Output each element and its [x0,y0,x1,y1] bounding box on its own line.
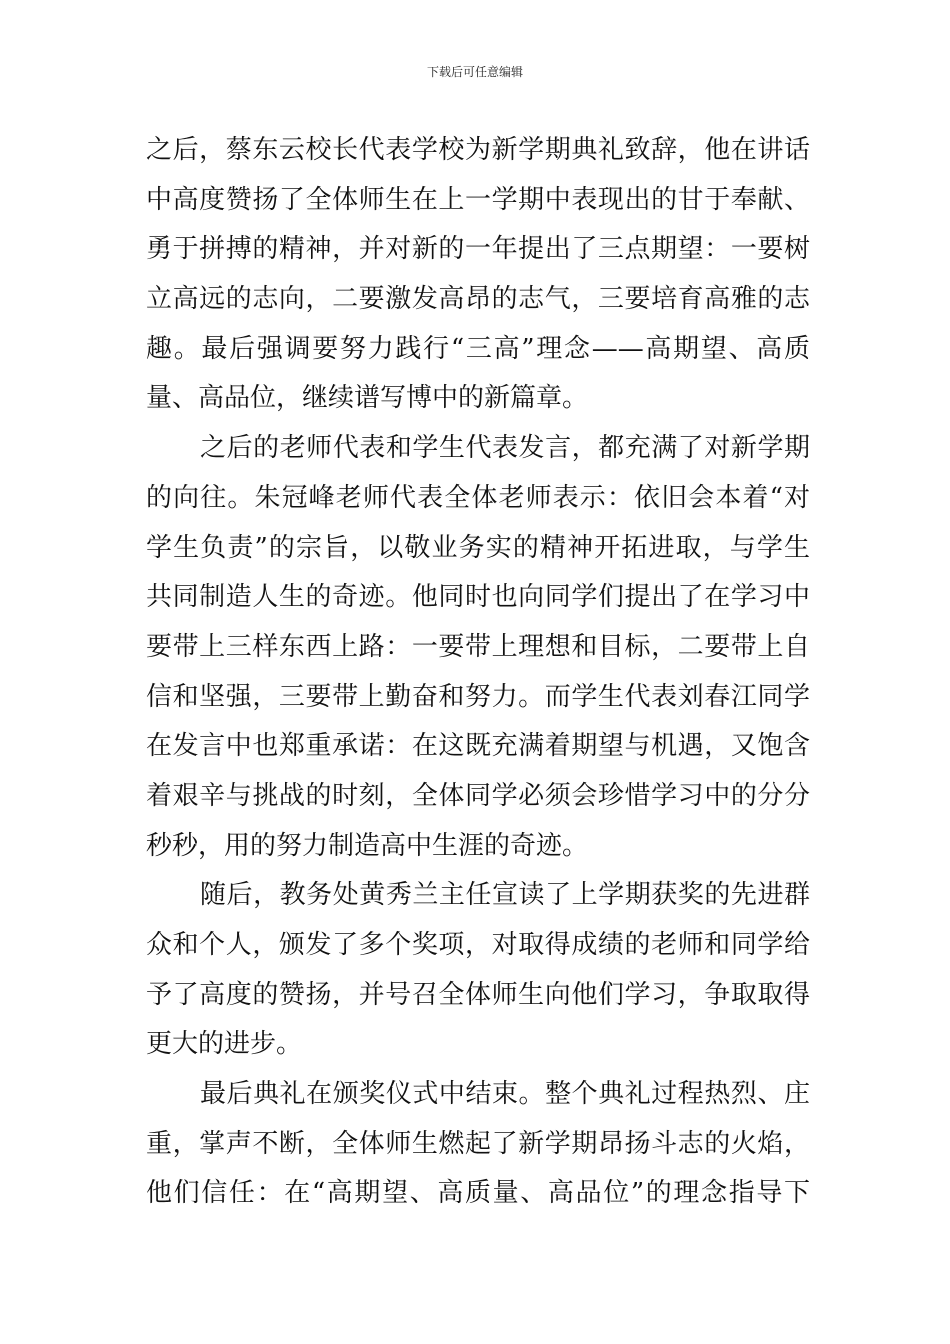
text-line: 他们信任：在“高期望、高质量、高品位”的理念指导下 [146,1178,810,1209]
text-line-paragraph-start: 随后，教务处黄秀兰主任宣读了上学期获奖的先进群 [200,880,810,911]
text-line-paragraph-start: 之后的老师代表和学生代表发言，都充满了对新学期 [200,433,810,464]
text-line: 信和坚强，三要带上勤奋和努力。而学生代表刘春江同学 [146,681,810,712]
text-line: 中高度赞扬了全体师生在上一学期中表现出的甘于奉献、 [146,184,810,215]
page-header-note: 下载后可任意编辑 [426,65,523,79]
text-line: 予了高度的赞扬，并号召全体师生向他们学习，争取取得 [146,979,810,1010]
text-line: 之后，蔡东云校长代表学校为新学期典礼致辞，他在讲话 [146,135,810,165]
text-line: 重，掌声不断，全体师生燃起了新学期昂扬斗志的火焰， [146,1128,810,1159]
text-line: 着艰辛与挑战的时刻，全体同学必须会珍惜学习中的分分 [146,780,810,811]
text-line: 趣。最后强调要努力践行“三高”理念——高期望、高质 [146,333,810,364]
text-line-paragraph-start: 最后典礼在颁奖仪式中结束。整个典礼过程热烈、庄 [200,1079,810,1110]
text-line: 在发言中也郑重承诺：在这既充满着期望与机遇，又饱含 [146,731,810,762]
text-line: 勇于拼搏的精神，并对新的一年提出了三点期望：一要树 [146,234,810,265]
text-line: 量、高品位，继续谱写博中的新篇章。 [146,383,589,414]
text-line: 更大的进步。 [146,1029,303,1060]
document-body [146,126,810,1219]
text-line: 众和个人，颁发了多个奖项，对取得成绩的老师和同学给 [146,930,810,960]
text-line: 学生负责”的宗旨，以敬业务实的精神开拓进取，与学生 [146,532,810,563]
text-line: 共同制造人生的奇迹。他同时也向同学们提出了在学习中 [146,582,810,613]
text-line: 秒秒，用的努力制造高中生涯的奇迹。 [146,830,589,861]
text-line: 要带上三样东西上路：一要带上理想和目标，二要带上自 [146,631,810,662]
text-line: 的向往。朱冠峰老师代表全体老师表示：依旧会本着“对 [146,482,810,513]
text-line: 立高远的志向，二要激发高昂的志气，三要培育高雅的志 [146,284,810,315]
